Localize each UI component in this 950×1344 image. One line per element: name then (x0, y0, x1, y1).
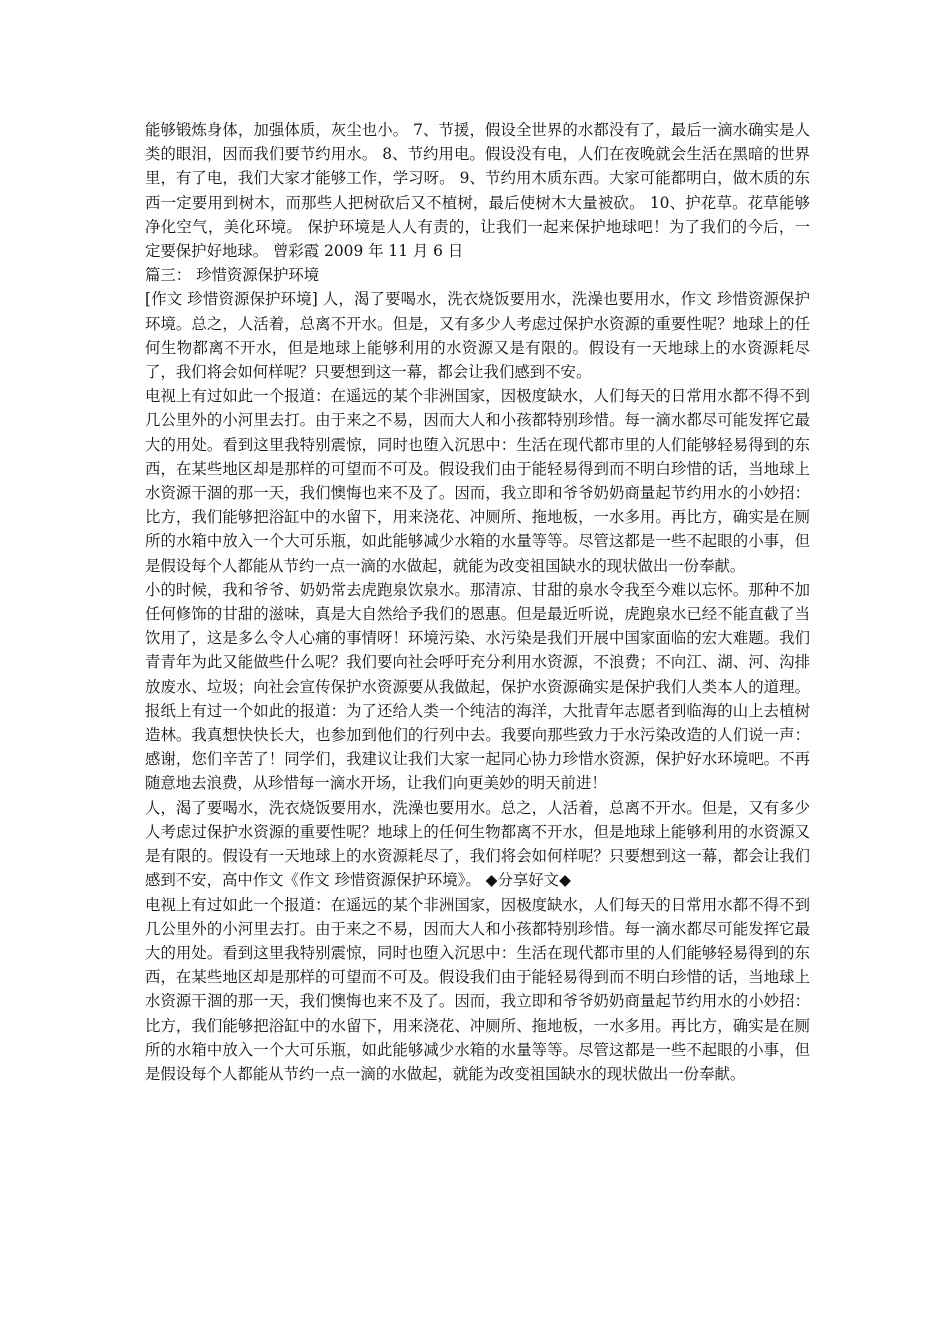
paragraph-tv-report: 电视上有过如此一个报道：在遥远的某个非洲国家，因极度缺水，人们每天的日常用水都不得不到几公里外的小河里去打。由于来之不易，因而大人和小孩都特别珍惜。每一滴水都尽可能发挥它最大的用处。看到这里我特别震惊，同时也堕入沉思中：生活在现代都市里的人们能够轻易得到的东西，在某些地区却是那样的可望而不可及。假设我们由于能轻易得到而不明白珍惜的话，当地球上水资源干涸的那一天，我们懊悔也来不及了。因而，我立即和爷爷奶奶商量起节约用水的小妙招：比方，我们能够把浴缸中的水留下，用来浇花、冲厕所、拖地板，一水多用。再比方，确实是在厕所的水箱中放入一个大可乐瓶，如此能够减少水箱的水量等等。尽管这都是一些不起眼的小事，但是假设每个人都能从节约一点一滴的水做起，就能为改变祖国缺水的现状做出一份奉献。 (145, 387, 810, 575)
document-body (145, 118, 810, 1086)
paragraph-essay-intro: [作文 珍惜资源保护环境] 人，渴了要喝水，洗衣烧饭要用水，洗澡也要用水，作文 珍惜资源保护环境。总之，人活着，总离不开水。但是，又有多少人考虑过保护水资源的重要性呢？地球上的任何生物都离不开水，但是地球上能够利用的水资源又是有限的。假设有一天地球上的水资源耗尽了，我们将会如何样呢？只要想到这一幕，都会让我们感到不安。 (145, 290, 810, 382)
paragraph-childhood-spring: 小的时候，我和爷爷、奶奶常去虎跑泉饮泉水。那清凉、甘甜的泉水令我至今难以忘怀。那种不加任何修饰的甘甜的滋味，真是大自然给予我们的恩惠。但是最近听说，虎跑泉水已经不能直截了当饮用了，这是多么令人心痛的事情呀！环境污染、水污染是我们开展中国家面临的宏大难题。我们青青年为此又能做些什么呢？我们要向社会呼吁充分利用水资源，不浪费；不向江、湖、河、沟排放废水、垃圾；向社会宣传保护水资源要从我做起，保护水资源确实是保护我们人类本人的道理。报纸上有过一个如此的报道：为了还给人类一个纯洁的海洋，大批青年志愿者到临海的山上去植树造林。我真想快快长大，也参加到他们的行列中去。我要向那些致力于水污染改造的人们说一声：感谢，您们辛苦了！同学们，我建议让我们大家一起同心协力珍惜水资源，保护好水环境吧。不再随意地去浪费，从珍惜每一滴水开场，让我们向更美妙的明天前进！ (145, 580, 810, 793)
paragraph-essay-repeat: 人，渴了要喝水，洗衣烧饭要用水，洗澡也要用水。总之，人活着，总离不开水。但是，又有多少人考虑过保护水资源的重要性呢？地球上的任何生物都离不开水，但是地球上能够利用的水资源又是有限的。假设有一天地球上的水资源耗尽了，我们将会如何样呢？只要想到这一幕，都会让我们感到不安，高中作文《作文 珍惜资源保护环境》。 ◆分享好文◆ (145, 798, 810, 890)
section-heading: 篇三： 珍惜资源保护环境 (145, 266, 320, 285)
paragraph-tv-report-repeat: 电视上有过如此一个报道：在遥远的某个非洲国家，因极度缺水，人们每天的日常用水都不得不到几公里外的小河里去打。由于来之不易，因而大人和小孩都特别珍惜。每一滴水都尽可能发挥它最大的用处。看到这里我特别震惊，同时也堕入沉思中：生活在现代都市里的人们能够轻易得到的东西，在某些地区却是那样的可望而不可及。假设我们由于能轻易得到而不明白珍惜的话，当地球上水资源干涸的那一天，我们懊悔也来不及了。因而，我立即和爷爷奶奶商量起节约用水的小妙招：比方，我们能够把浴缸中的水留下，用来浇花、冲厕所、拖地板，一水多用。再比方，确实是在厕所的水箱中放入一个大可乐瓶，如此能够减少水箱的水量等等。尽管这都是一些不起眼的小事，但是假设每个人都能从节约一点一滴的水做起，就能为改变祖国缺水的现状做出一份奉献。 (145, 895, 810, 1083)
paragraph-intro-continuation: 能够锻炼身体，加强体质，灰尘也小。 7、节援，假设全世界的水都没有了，最后一滴水确实是人类的眼泪，因而我们要节约用水。 8、节约用电。假设没有电，人们在夜晚就会生活在黑暗的世界里，有了电，我们大家才能够工作，学习呀。 9、节约用木质东西。大家可能都明白，做木质的东西一定要用到树木，而那些人把树砍后又不植树，最后使树木大量被砍。 10、护花草。花草能够净化空气，美化环境。 保护环境是人人有责的，让我们一起来保护地球吧！为了我们的今后，一定要保护好地球。 曾彩霞 2009 年 11 月 6 日 (145, 121, 810, 261)
